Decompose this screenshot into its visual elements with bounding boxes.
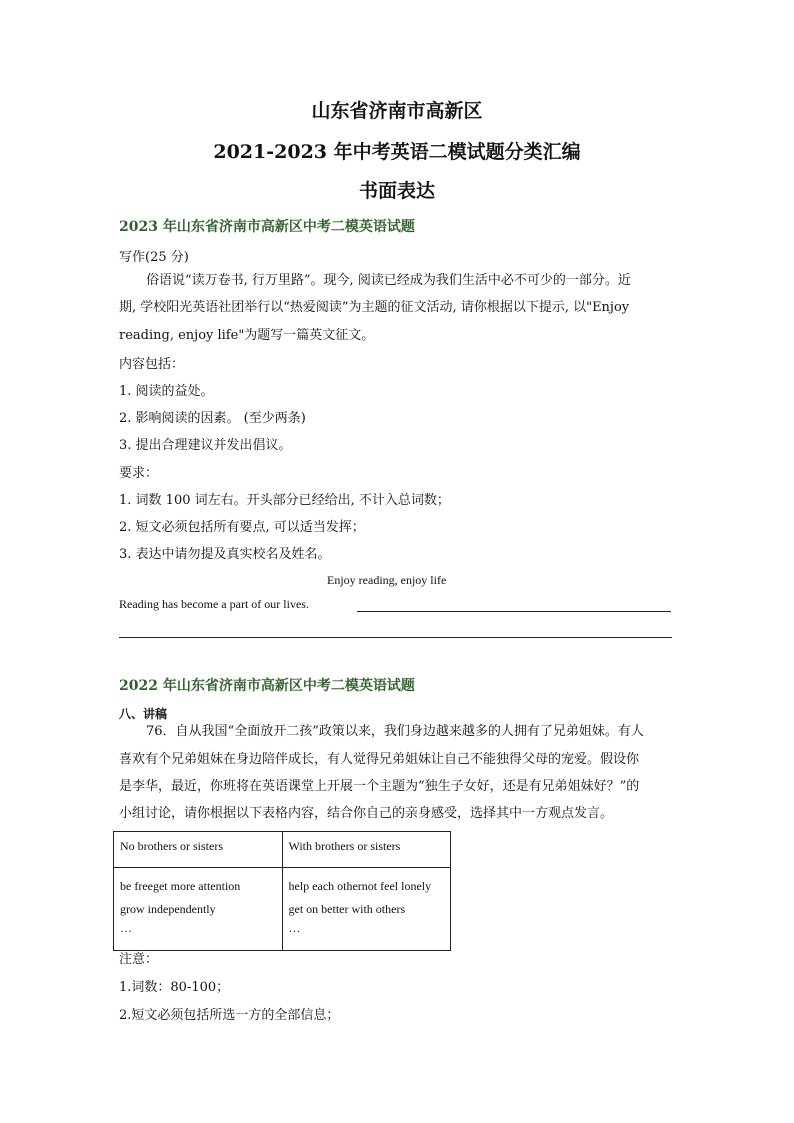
table-header-row <box>114 832 451 868</box>
prompt-line: 期, 学校阳光英语社团举行以“热爱阅读”为主题的征文活动, 请你根据以下提示, 以"Enjoy <box>119 300 630 315</box>
requirement-item: 3. 表达中请勿提及真实校名及姓名。 <box>119 547 331 562</box>
prompt-line: reading, enjoy life"为题写一篇英文征文。 <box>119 328 375 343</box>
content-item: 3. 提出合理建议并发出倡议。 <box>119 438 292 453</box>
table-cell-line: help each othernot feel lonely <box>288 879 432 893</box>
section-2022-heading: 2022 年山东省济南市高新区中考二模英语试题 <box>119 678 415 694</box>
essay-title: Enjoy reading, enjoy life <box>327 573 447 587</box>
content-item: 1. 阅读的益处。 <box>119 384 214 399</box>
prompt-line: 是李华，最近，你班将在英语课堂上开展一个主题为“独生子女好，还是有兄弟姐妹好？”的 <box>119 779 640 794</box>
prompt-line: 俗语说“读万卷书, 行万里路”。现今, 阅读已经成为我们生活中必不可少的一部分。近 <box>146 273 631 288</box>
opinions-table <box>113 831 451 951</box>
requirement-item: 1. 词数 100 词左右。开头部分已经给出, 不计入总词数； <box>119 493 450 508</box>
table-cell <box>114 868 283 951</box>
document-title: 山东省济南市高新区 <box>311 100 483 122</box>
content-heading: 内容包括： <box>119 357 185 372</box>
prompt-line: 小组讨论，请你根据以下表格内容，结合你自己的亲身感受，选择其中一方观点发言。 <box>119 806 614 821</box>
answer-line <box>119 637 672 638</box>
table-cell-line: get on better with others <box>288 902 406 916</box>
requirements-heading: 要求： <box>119 466 159 481</box>
essay-opening: Reading has become a part of our lives. <box>119 597 309 611</box>
prompt-line: 76．自从我国“全面放开二孩”政策以来，我们身边越来越多的人拥有了兄弟姐妹。有人 <box>146 724 644 739</box>
note-item: 2.短文必须包括所选一方的全部信息； <box>119 1008 340 1023</box>
content-item: 2. 影响阅读的因素。 (至少两条) <box>119 411 306 426</box>
section-2023-label: 写作(25 分) <box>119 250 189 265</box>
table-header-cell: With brothers or sisters <box>282 832 451 868</box>
note-item: 1.词数：80-100； <box>119 980 230 995</box>
table-cell-line: … <box>288 921 301 935</box>
note-heading: 注意： <box>119 952 159 967</box>
table-cell-line: grow independently <box>120 902 216 916</box>
section-2023-heading: 2023 年山东省济南市高新区中考二模英语试题 <box>119 219 415 235</box>
table-header-cell: No brothers or sisters <box>114 832 283 868</box>
requirement-item: 2. 短文必须包括所有要点, 可以适当发挥； <box>119 520 365 535</box>
document-topic: 书面表达 <box>358 180 435 202</box>
table-row <box>114 868 451 951</box>
document-subtitle: 2021-2023 年中考英语二模试题分类汇编 <box>213 141 581 163</box>
answer-line <box>357 611 671 612</box>
prompt-line: 喜欢有个兄弟姐妹在身边陪伴成长，有人觉得兄弟姐妹让自己不能独得父母的宠爱。假设你 <box>119 752 640 767</box>
table-cell-line: be freeget more attention <box>120 879 241 893</box>
section-2022-label: 八、讲稿 <box>119 707 168 721</box>
table-cell <box>282 868 451 951</box>
table-cell-line: … <box>120 921 132 935</box>
